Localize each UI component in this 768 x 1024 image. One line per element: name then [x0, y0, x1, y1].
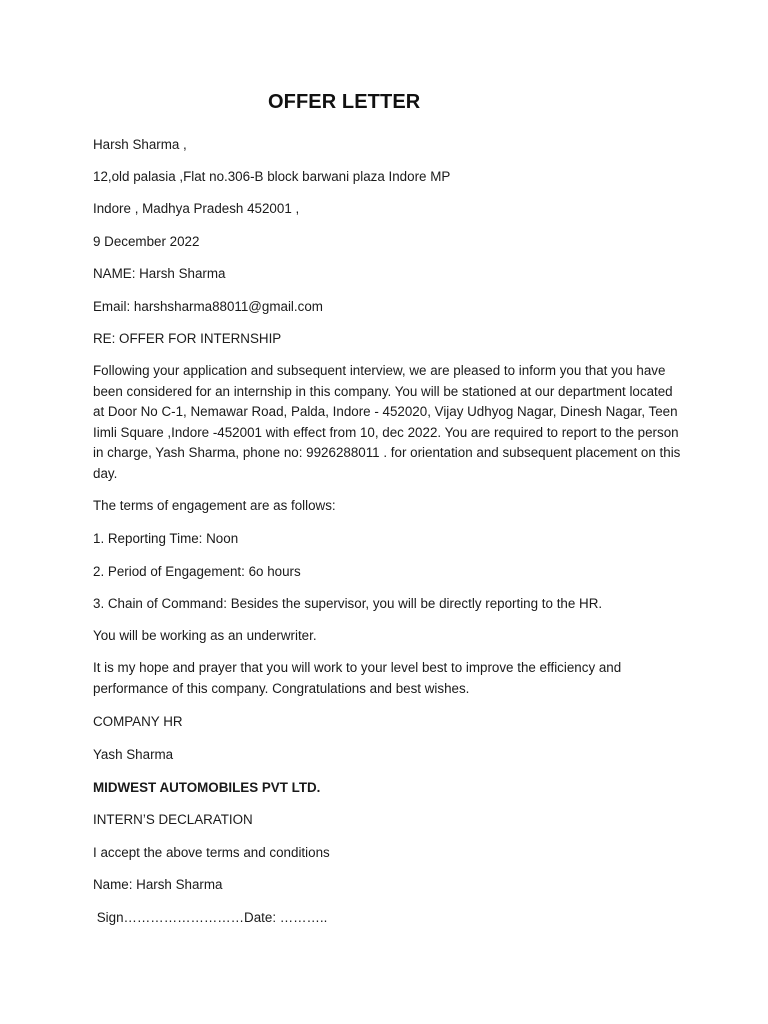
recipient-address-line1: 12,old palasia ,Flat no.306-B block barwani plaza Indore MP [93, 169, 451, 184]
closing-paragraph: It is my hope and prayer that you will work to your level best to improve the efficiency and performance of this company. Congratulations and best wishes. [93, 660, 622, 696]
signatory-title: COMPANY HR [93, 714, 183, 729]
email-field: Email: harshsharma88011@gmail.com [93, 299, 323, 314]
subject-line: RE: OFFER FOR INTERNSHIP [93, 331, 282, 346]
name-field: NAME: Harsh Sharma [93, 266, 226, 281]
declaration-name: Name: Harsh Sharma [93, 877, 223, 892]
recipient-name: Harsh Sharma , [93, 137, 187, 152]
term-item: 3. Chain of Command: Besides the supervisor, you will be directly reporting to the HR. [93, 596, 603, 611]
terms-intro: The terms of engagement are as follows: [93, 498, 336, 513]
declaration-statement: I accept the above terms and conditions [93, 845, 330, 860]
body-paragraph: Following your application and subsequent interview, we are pleased to inform you that you have been considered for an internship in this company. You will be stationed at our department located at Door No C-1, Nemawar Road, Palda, Indore - 452020, Vijay Udhyog Nagar, Dinesh Nagar, Teen Iimli Square ,Indore -452001 with effect from 10, dec 2022. You are required to report to the person in charge, Yash Sharma, phone no: 9926288011 . for orientation and subsequent placement on this day. [93, 363, 681, 481]
letter-date: 9 December 2022 [93, 234, 200, 249]
signatory-name: Yash Sharma [93, 747, 174, 762]
declaration-heading: INTERN’S DECLARATION [93, 812, 253, 827]
term-item: 2. Period of Engagement: 6o hours [93, 564, 301, 579]
recipient-address-line2: Indore , Madhya Pradesh 452001 , [93, 201, 300, 216]
term-item: 1. Reporting Time: Noon [93, 531, 239, 546]
document-title: OFFER LETTER [268, 91, 421, 113]
signature-date-line: Sign………………………Date: ……….. [93, 910, 328, 925]
company-name: MIDWEST AUTOMOBILES PVT LTD. [93, 780, 321, 795]
role-line: You will be working as an underwriter. [93, 628, 317, 643]
